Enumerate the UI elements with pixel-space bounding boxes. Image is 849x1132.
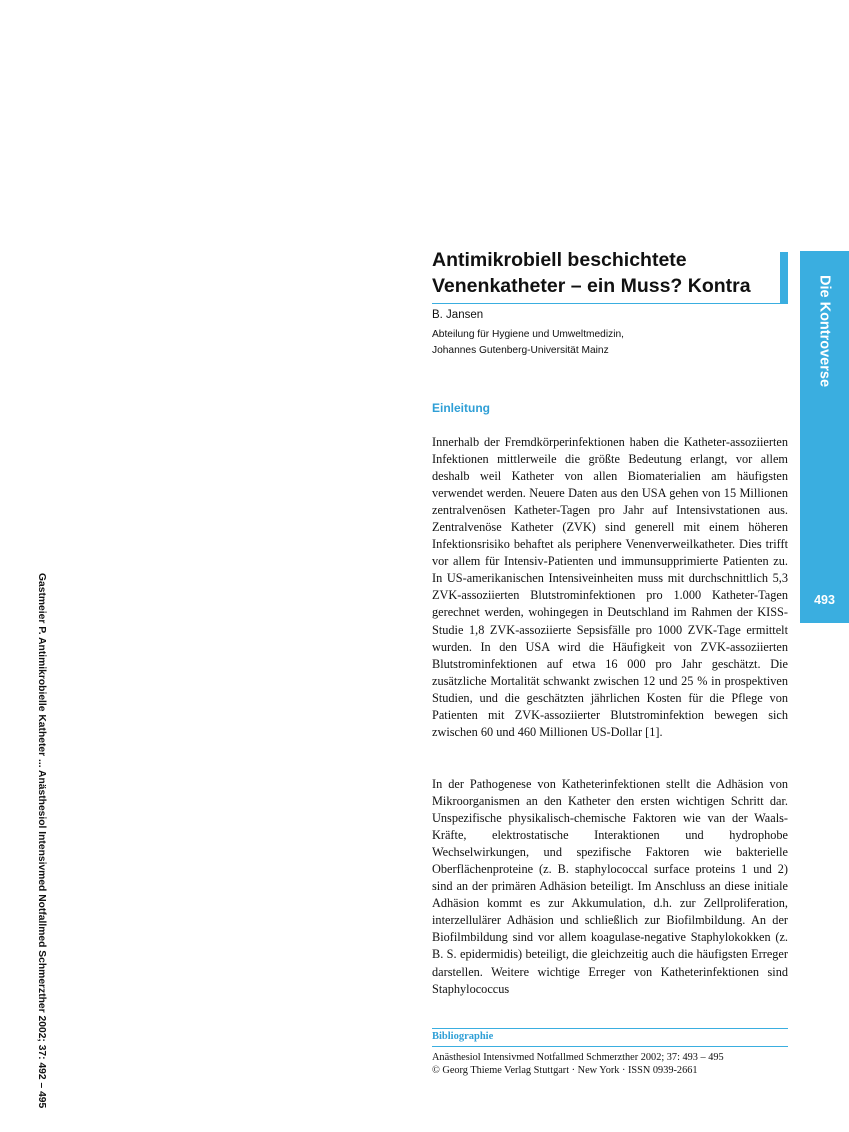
- affiliation-line-1: Abteilung für Hygiene und Umweltmedizin,: [432, 329, 624, 340]
- page-number: 493: [814, 593, 835, 607]
- article-title: Antimikrobiell beschichtete Venenkatheter – ein Muss? Kontra: [432, 249, 751, 297]
- section-heading: Einleitung: [432, 401, 490, 415]
- title-block: [432, 247, 788, 304]
- author-affiliation: [432, 327, 624, 358]
- bibliography-heading: Bibliographie: [432, 1028, 788, 1047]
- bibliography-journal-line: Anästhesiol Intensivmed Notfallmed Schmerzther 2002; 37: 493 – 495: [432, 1052, 724, 1063]
- body-paragraph-2: In der Pathogenese von Katheterinfektionen stellt die Adhäsion von Mikroorganismen an den Katheter den ersten wichtigen Schritt dar. Unspezifische physikalisch-chemische Faktoren wie van der Waals-Kräfte, elektrostatische Interaktionen und hydrophobe Wechselwirkungen, und spezifische Faktoren wie bakterielle Oberflächenproteine (z. B. staphylococcal surface proteins 1 und 2) sind an der primären Adhäsion beteiligt. Im Anschluss an diese initiale Adhäsion kommt es zur Akkumulation, d.h. zur Zellproliferation, interzellulärer Adhäsion und schließlich zur Biofilmbildung. An der Biofilmbildung sind vor allem koagulase-negative Staphylokokken (z. B. S. epidermidis) beteiligt, die gleichzeitig auch die häufigsten Erreger darstellen. Weitere wichtige Erreger von Katheterinfektionen sind Staphylococcus: [432, 777, 788, 996]
- running-citation: Gastmeier P. Antimikrobielle Katheter ... Anästhesiol Intensivmed Notfallmed Schmerzther 2002; 37: 492 – 495: [36, 573, 47, 1109]
- affiliation-line-2: Johannes Gutenberg-Universität Mainz: [432, 344, 609, 356]
- section-sidebar: [800, 251, 849, 623]
- author-name: B. Jansen: [432, 309, 484, 321]
- title-accent-bar: [780, 252, 788, 303]
- bibliography-publisher-line: © Georg Thieme Verlag Stuttgart · New York · ISSN 0939-2661: [432, 1065, 698, 1076]
- body-paragraph-1: Innerhalb der Fremdkörperinfektionen haben die Katheter-assoziierten Infektionen mittlerweile die größte Bedeutung erlangt, vor allem deshalb weil Katheter von allen Biomaterialien am häufigsten verwendet werden. Neuere Daten aus den USA gehen von 15 Millionen zentralvenösen Katheter-Tagen pro Jahr auf Intensivstationen aus. Zentralvenöse Katheter (ZVK) sind generell mit einem höheren Infektionsrisiko behaftet als periphere Venenverweilkatheter. Dies trifft vor allem für Intensiv-Patienten und immunsupprimierte Patienten zu. In US-amerikanischen Intensiveinheiten muss mit durchschnittlich 5,3 ZVK-assoziierten Blutstrominfektionen pro 1.000 Katheter-Tagen gerechnet werden, wohingegen in Deutschland im Rahmen der KISS-Studie 1,8 ZVK-assoziierte Sepsisfälle pro 1000 ZVK-Tage ermittelt wurden. In den USA wird die Häufigkeit von ZVK-assoziierten Blutstrominfektionen auf etwa 16 000 pro Jahr geschätzt. Die zusätzliche Mortalität schwankt zwischen 12 und 25 % in prospektiven Studien, und die geschätzten jährlichen Kosten für die Pflege von Patienten mit ZVK-assoziierter Blutstrominfektion bewegen sich zwischen 60 und 460 Millionen US-Dollar [1].: [432, 435, 788, 739]
- sidebar-label: Die Kontroverse: [816, 275, 833, 388]
